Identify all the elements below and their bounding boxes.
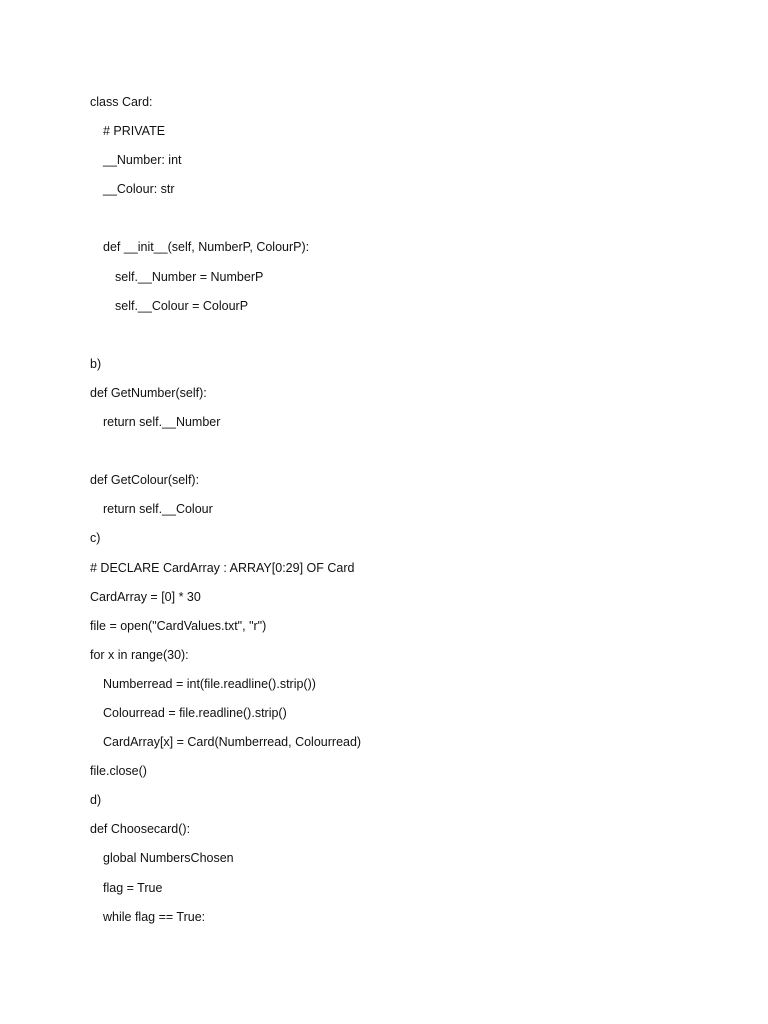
code-line: d) (90, 793, 102, 808)
code-line: return self.__Number (103, 415, 221, 430)
code-line: self.__Number = NumberP (115, 269, 264, 284)
code-line: flag = True (103, 880, 163, 895)
code-line: file.close() (90, 764, 147, 779)
code-line: file = open("CardValues.txt", "r") (90, 618, 267, 633)
code-line: CardArray[x] = Card(Numberread, Colourread) (103, 735, 362, 750)
code-line: while flag == True: (103, 909, 206, 924)
code-line: def Choosecard(): (90, 822, 191, 837)
code-line: def GetColour(self): (90, 473, 200, 488)
code-line: __Number: int (103, 153, 182, 168)
blank-line (90, 324, 730, 353)
code-line: class Card: (90, 95, 153, 109)
code-line: c) (90, 531, 101, 546)
code-line: self.__Colour = ColourP (115, 298, 249, 313)
document-body (90, 91, 730, 935)
code-line: for x in range(30): (90, 647, 189, 662)
code-line: global NumbersChosen (103, 851, 234, 866)
code-line: CardArray = [0] * 30 (90, 589, 201, 604)
code-line: def GetNumber(self): (90, 385, 207, 400)
blank-line (90, 207, 730, 236)
code-line: b) (90, 356, 102, 371)
code-line: # PRIVATE (103, 124, 166, 139)
code-line: Colourread = file.readline().strip() (103, 705, 287, 720)
code-line: Numberread = int(file.readline().strip()) (103, 676, 316, 691)
code-line: # DECLARE CardArray : ARRAY[0:29] OF Card (90, 560, 355, 575)
code-line: def __init__(self, NumberP, ColourP): (103, 240, 310, 255)
code-line: __Colour: str (103, 182, 175, 197)
blank-line (90, 440, 730, 469)
code-line: return self.__Colour (103, 502, 213, 517)
